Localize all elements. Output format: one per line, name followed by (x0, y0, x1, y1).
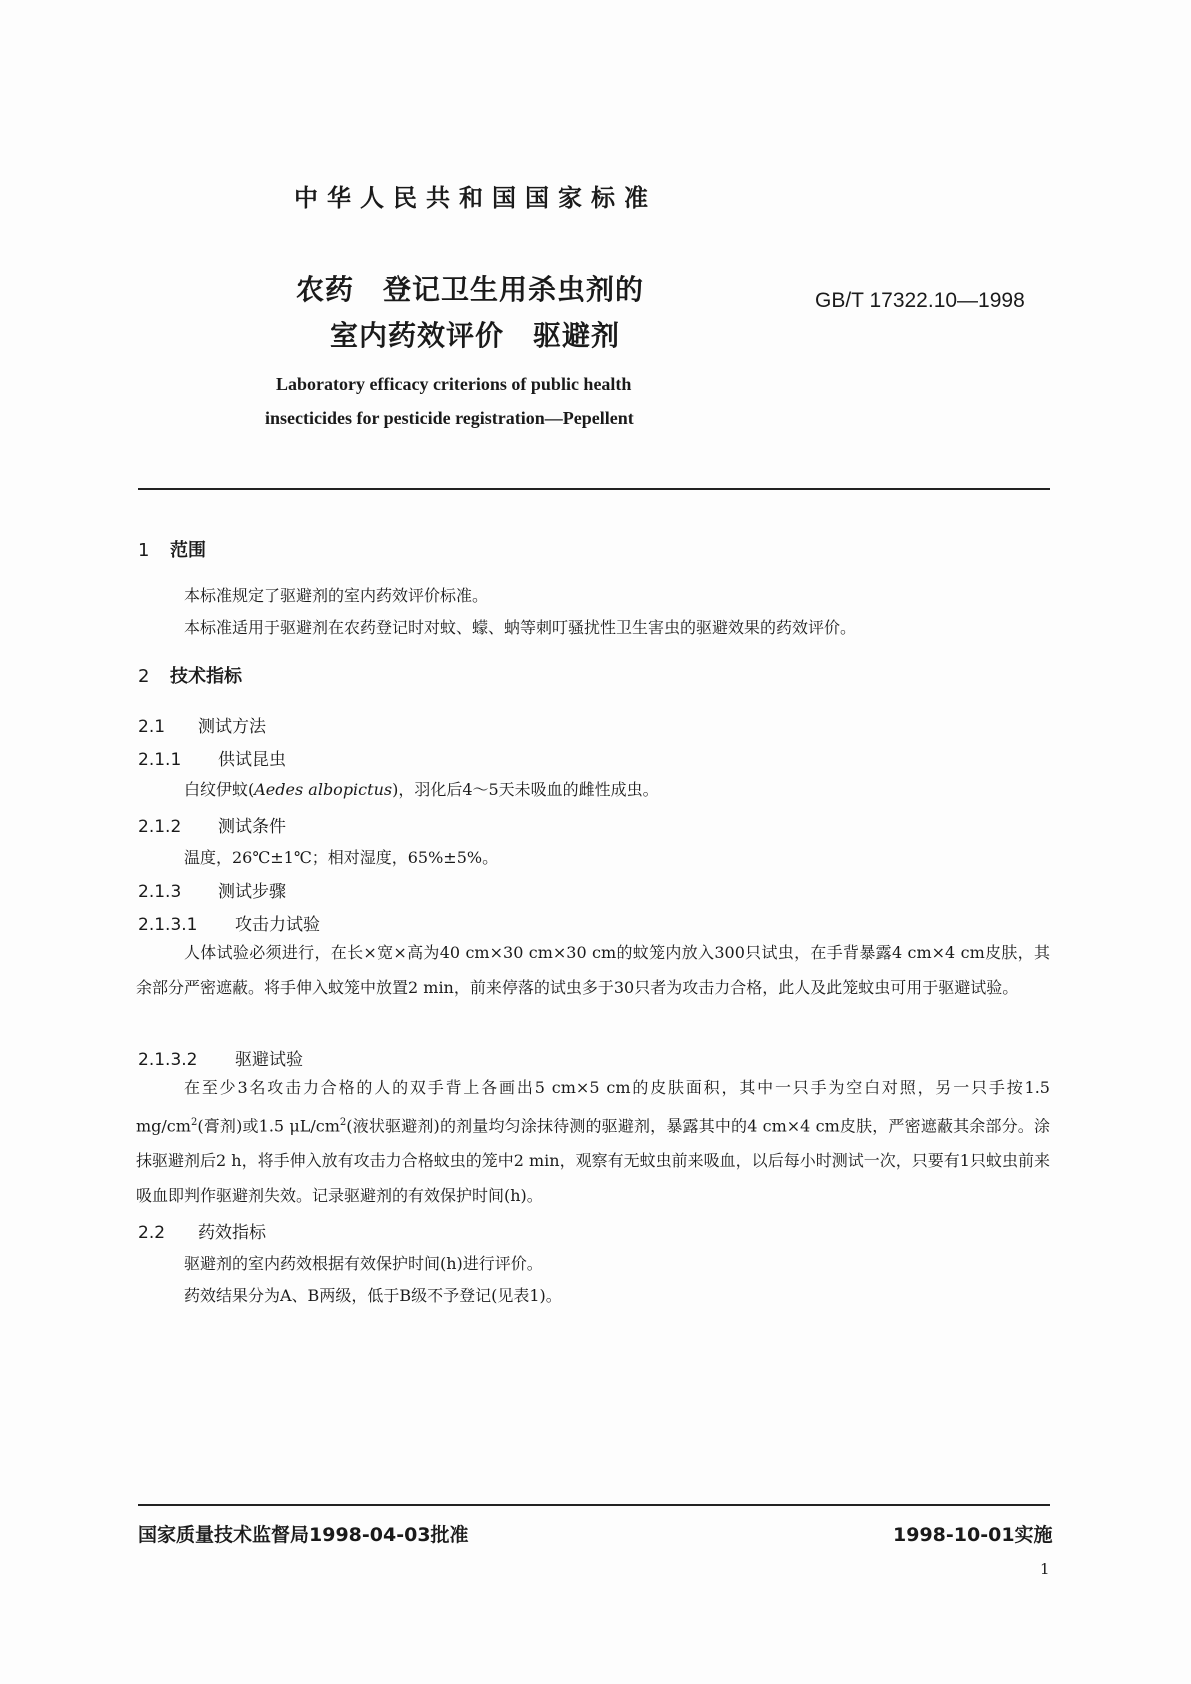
subsection-2-1-3-1-text: 人体试验必须进行，在长×宽×高为40 cm×30 cm×30 cm的蚊笼内放入300只试虫，在手背暴露4 cm×4 cm皮肤，其余部分严密遮蔽。将手伸入蚊笼中放置2 min，前来停落的试虫多于30只者为攻击力合格，此人及此笼蚊虫可用于驱避试验。 (136, 943, 1050, 997)
title-cn-line1: 农药 登记卫生用杀虫剂的 (296, 273, 645, 306)
page-number: 1 (1040, 1560, 1050, 1578)
subsection-number: 2.2 (138, 1223, 166, 1243)
superscript: 2 (339, 1117, 347, 1128)
subsection-number: 2.1 (138, 717, 166, 737)
subsection-2-2-heading (138, 1218, 266, 1243)
subsection-2-2-paragraph-1: 驱避剂的室内药效根据有效保护时间(h)进行评价。 (184, 1254, 543, 1273)
subsection-2-1-3-2-text (136, 1070, 1050, 1213)
title-en-line2: insecticides for pesticide registration—Pepellent (265, 408, 634, 428)
section-number: 1 (138, 540, 150, 561)
subsection-number: 2.1.3.2 (138, 1050, 198, 1070)
superscript: 2 (190, 1117, 198, 1128)
title-en-line1: Laboratory efficacy criterions of public health (276, 374, 632, 394)
subsection-2-1-3-2-heading (138, 1045, 303, 1070)
subsection-2-1-1-heading (138, 745, 286, 770)
text-fragment: 在至少3名攻击力合格的人的双手背上各画出5 cm×5 cm的皮肤面积，其中一只手为空白对照，另一只手按1.5 mg/cm (136, 1078, 1050, 1136)
implementation-date: 1998-10-01实施 (893, 1524, 1053, 1546)
text-fragment: 白纹伊蚊( (184, 780, 255, 799)
section-2-heading (138, 662, 242, 688)
subsection-title: 测试条件 (218, 817, 286, 837)
standard-number: GB/T 17322.10—1998 (815, 289, 1025, 312)
section-1-paragraph-1: 本标准规定了驱避剂的室内药效评价标准。 (184, 586, 489, 605)
subsection-2-1-2-heading (138, 812, 286, 837)
subsection-title: 测试步骤 (218, 882, 286, 902)
section-title: 范围 (170, 540, 206, 561)
subsection-2-2-paragraph-2: 药效结果分为A、B两级，低于B级不予登记(见表1)。 (184, 1286, 562, 1305)
subsection-title: 药效指标 (198, 1223, 266, 1243)
approval-line: 国家质量技术监督局1998-04-03批准 (138, 1524, 469, 1546)
subsection-title: 驱避试验 (235, 1050, 303, 1070)
subsection-2-1-1-text (184, 772, 659, 808)
national-standard-heading: 中华人民共和国国家标准 (294, 184, 657, 212)
subsection-title: 测试方法 (198, 717, 266, 737)
section-number: 2 (138, 666, 150, 687)
text-fragment: (液状驱避剂)的剂量均匀涂抹待测的驱避剂，暴露其中的4 cm×4 cm皮肤，严密遮蔽其余部分。涂抹驱避剂后2 h，将手伸入放有攻击力合格蚊虫的笼中2 min，观察有无蚊虫前来吸血，以后每小时测试一次，只要有1只蚊虫前来吸血即判作驱避剂失效。记录驱避剂的有效保护时间(h)。 (136, 1116, 1050, 1206)
species-name: Aedes albopictus (254, 780, 393, 799)
subsection-2-1-heading (138, 712, 266, 737)
footer-divider (138, 1504, 1050, 1506)
section-1-paragraph-2: 本标准适用于驱避剂在农药登记时对蚊、蠓、蚋等刺叮骚扰性卫生害虫的驱避效果的药效评价。 (184, 618, 857, 637)
subsection-number: 2.1.3.1 (138, 915, 198, 935)
subsection-2-1-2-text: 温度，26℃±1℃；相对湿度，65%±5%。 (184, 848, 499, 867)
subsection-2-1-3-heading (138, 877, 286, 902)
subsection-number: 2.1.3 (138, 882, 182, 902)
subsection-2-1-3-1-heading (138, 910, 320, 935)
section-1-heading (138, 536, 206, 562)
subsection-title: 供试昆虫 (218, 750, 286, 770)
subsection-title: 攻击力试验 (235, 915, 320, 935)
title-cn-line2: 室内药效评价 驱避剂 (330, 319, 621, 352)
subsection-number: 2.1.1 (138, 750, 182, 770)
header-divider (138, 488, 1050, 490)
text-fragment: (膏剂)或1.5 μL/cm (197, 1116, 340, 1136)
subsection-number: 2.1.2 (138, 817, 182, 837)
text-fragment: )，羽化后4～5天未吸血的雌性成虫。 (392, 780, 659, 799)
section-title: 技术指标 (170, 666, 242, 687)
